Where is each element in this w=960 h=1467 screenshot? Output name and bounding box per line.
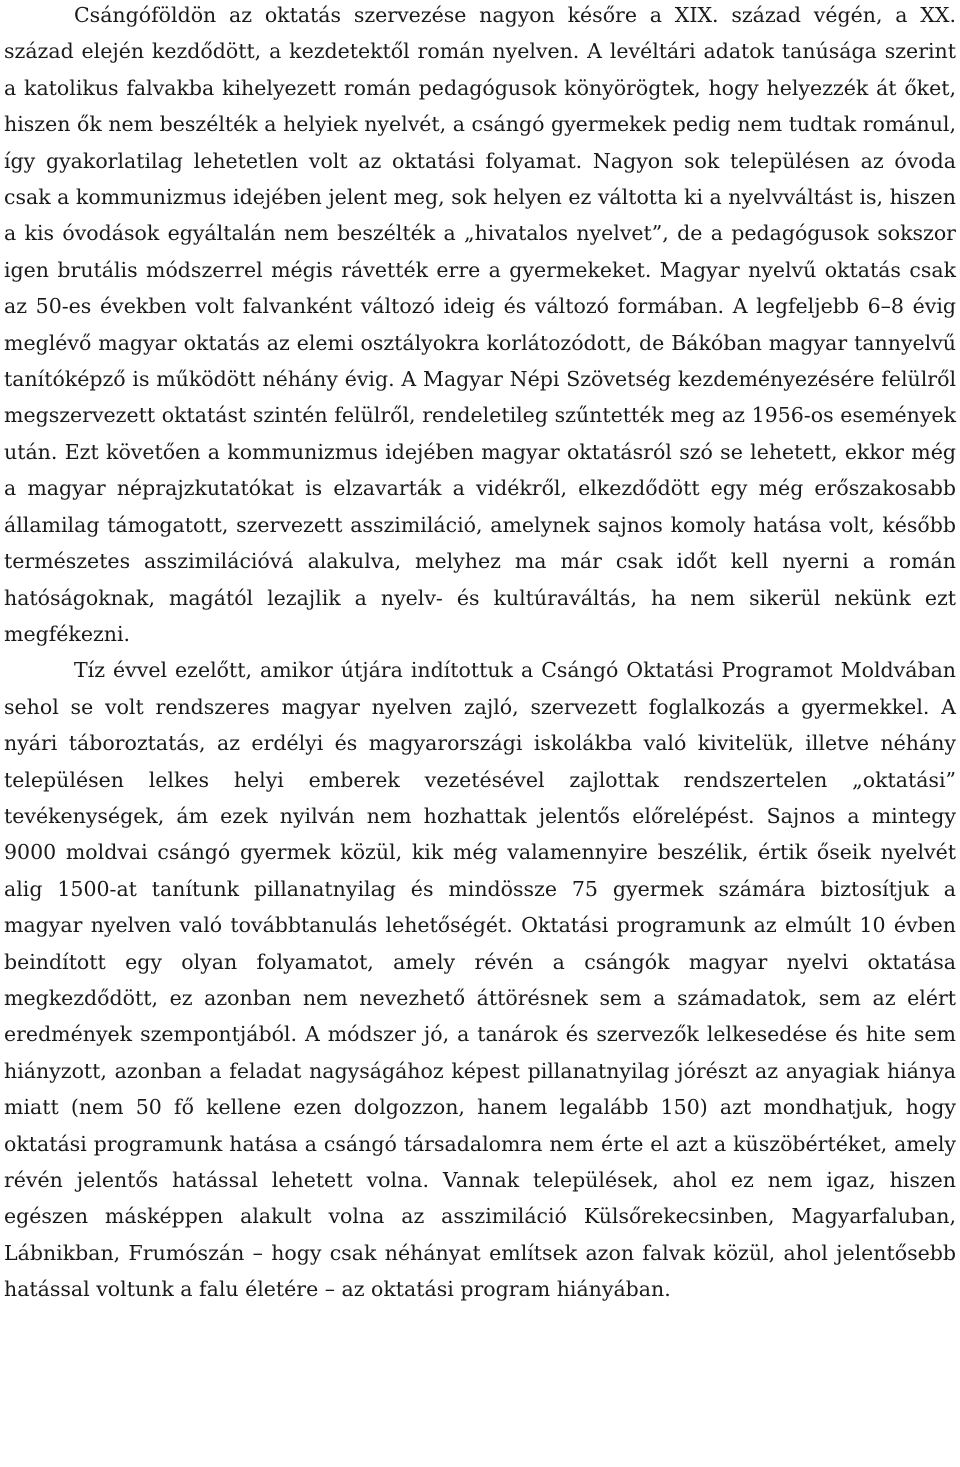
paragraph-1 — [4, 0, 956, 652]
paragraph-1-text: Csángóföldön az oktatás szervezése nagyon későre a XIX. század végén, a XX. század elején kezdődött, a kezdetektől román nyelven. A levéltári adatok tanúsága szerint a katolikus falvakba kihelyezett román pedagógusok könyörögtek, hogy helyezzék át őket, hiszen ők nem beszélték a helyiek nyelvét, a csángó gyermekek pedig nem tudtak románul, így gyakorlatilag lehetetlen volt az oktatási folyamat. Nagyon sok településen az óvoda csak a kommunizmus idejében jelent meg, sok helyen ez váltotta ki a nyelvváltást is, hiszen a kis óvodások egyáltalán nem beszélték a „hivatalos nyelvet”, de a pedagógusok sokszor igen brutális módszerrel mégis rávették erre a gyermekeket. Magyar nyelvű oktatás csak az 50-es években volt falvanként változó ideig és változó formában. A legfeljebb 6–8 évig meglévő magyar oktatás az elemi osztályokra korlátozódott, de Bákóban magyar tannyelvű tanítóképző is működött néhány évig. A Magyar Népi Szövetség kezdeményezésére felülről megszervezett oktatást szintén felülről, rendeletileg szűntették meg az 1956-os események után. Ezt követően a kommunizmus idejében magyar oktatásról szó se lehetett, ekkor még a magyar néprajzkutatókat is elzavarták a vidékről, elkezdődött egy még erőszakosabb államilag támogatott, szervezett asszimiláció, amelynek sajnos komoly hatása volt, később természetes asszimilációvá alakulva, melyhez ma már csak időt kell nyerni a román hatóságoknak, magától lezajlik a nyelv- és kultúraváltás, ha nem sikerül nekünk ezt megfékezni. — [4, 3, 956, 646]
paragraph-2 — [4, 652, 956, 1307]
paragraph-2-text: Tíz évvel ezelőtt, amikor útjára indítottuk a Csángó Oktatási Programot Moldvában sehol se volt rendszeres magyar nyelven zajló, szervezett foglalkozás a gyermekkel. A nyári táboroztatás, az erdélyi és magyarországi iskolákba való kivitelük, illetve néhány településen lelkes helyi emberek vezetésével zajlottak rendszertelen „oktatási” tevékenységek, ám ezek nyilván nem hozhattak jelentős előrelépést. Sajnos a mintegy 9000 moldvai csángó gyermek közül, kik még valamennyire beszélik, értik őseik nyelvét alig 1500-at tanítunk pillanatnyilag és mindössze 75 gyermek számára biztosítjuk a magyar nyelven való továbbtanulás lehetőségét. Oktatási programunk az elmúlt 10 évben beindított egy olyan folyamatot, amely révén a csángók magyar nyelvi oktatása megkezdődött, ez azonban nem nevezhető áttörésnek sem a számadatok, sem az elért eredmények szempontjából. A módszer jó, a tanárok és szervezők lelkesedése és hite sem hiányzott, azonban a feladat nagyságához képest pillanatnyilag jórészt az anyagiak hiánya miatt (nem 50 fő kellene ezen dolgozzon, hanem legalább 150) azt mondhatjuk, hogy oktatási programunk hatása a csángó társadalomra nem érte el azt a küszöbértéket, amely révén jelentős hatással lehetett volna. Vannak települések, ahol ez nem igaz, hiszen egészen másképpen alakult volna az asszimiláció Külsőrekecsinben, Magyarfaluban, Lábnikban, Frumószán – hogy csak néhányat említsek azon falvak közül, ahol jelentősebb hatással voltunk a falu életére – az oktatási program hiányában. — [4, 658, 956, 1302]
